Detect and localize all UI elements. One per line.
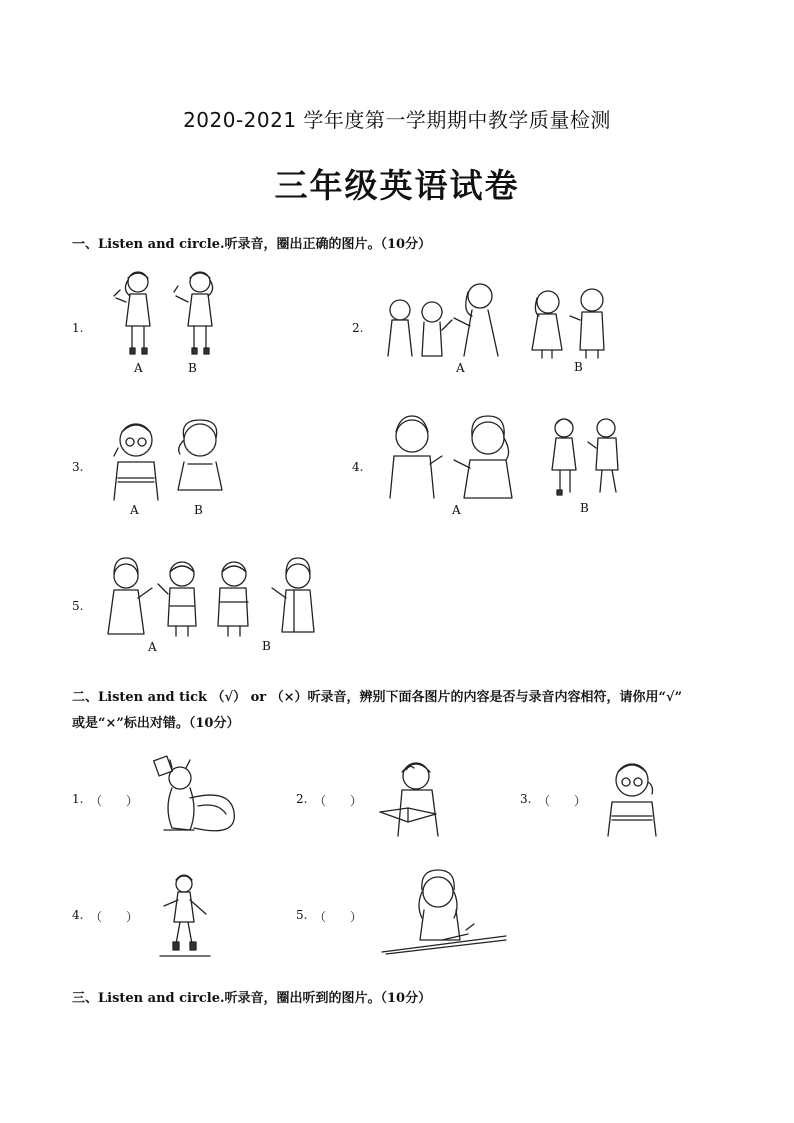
- s1-item-5-picture: [100, 558, 330, 640]
- girl-writing-a: [114, 272, 150, 354]
- option-b-girl-boy: [552, 419, 618, 495]
- s1-item-1-picture: [100, 268, 230, 363]
- girl-dancing: [160, 875, 210, 956]
- s2-item-2-answer-blank[interactable]: （ ）: [314, 794, 363, 808]
- girl-writing-b: [174, 272, 213, 354]
- s2-item-5-answer-blank[interactable]: （ ）: [314, 910, 363, 924]
- s1-item-5-label-a: A: [148, 640, 157, 654]
- boy-with-glasses: [608, 764, 656, 836]
- s1-item-4-label-a: A: [452, 503, 461, 517]
- option-a-group: [388, 284, 498, 356]
- s1-item-1-number: 1.: [72, 321, 84, 335]
- exam-subtitle: 2020-2021 学年度第一学期期中教学质量检测: [183, 108, 611, 132]
- boy-glasses: [114, 424, 158, 500]
- s2-item-4-number: 4.: [72, 908, 84, 922]
- s1-item-5-label-b: B: [262, 639, 271, 653]
- s1-item-3-picture: [104, 418, 234, 503]
- s2-item-4-picture: [154, 872, 214, 962]
- s1-item-1-label-b: B: [188, 361, 197, 375]
- section-2-heading-line-1: 二、Listen and tick （√） or （×）听录音，辨别下面各图片的内容是否与录音内容相符，请你用“√”: [72, 690, 683, 705]
- s2-item-4-answer-blank[interactable]: （ ）: [90, 910, 139, 924]
- s1-item-5-number: 5.: [72, 599, 84, 613]
- s1-item-2-label-b: B: [574, 360, 583, 374]
- s2-item-5-number: 5.: [296, 908, 308, 922]
- s2-item-5-picture: [382, 870, 510, 960]
- girl-drawing-at-desk: [382, 870, 506, 954]
- s2-item-3-number: 3.: [520, 792, 532, 806]
- section-2-heading-line-2: 或是“×”标出对错。（10分）: [72, 716, 240, 731]
- option-a-boy-girl: [390, 416, 512, 498]
- s2-item-2-number: 2.: [296, 792, 308, 806]
- s2-item-3-picture: [600, 758, 670, 838]
- s2-item-1-picture: [150, 758, 240, 836]
- option-b-boy-girl: [218, 558, 314, 636]
- boy-reading-book: [380, 763, 438, 836]
- s1-item-4-number: 4.: [352, 460, 364, 474]
- girl-ponytail: [178, 420, 222, 490]
- s1-item-2-label-a: A: [456, 361, 465, 375]
- s1-item-3-label-b: B: [194, 503, 203, 517]
- option-b-group: [532, 289, 604, 358]
- s1-item-4-picture: [384, 414, 634, 504]
- s2-item-1-answer-blank[interactable]: （ ）: [90, 794, 139, 808]
- s1-item-1-label-a: A: [134, 361, 143, 375]
- squirrel-with-book: [154, 756, 235, 831]
- s1-item-4-label-b: B: [580, 501, 589, 515]
- s1-item-2-picture: [380, 276, 630, 361]
- s2-item-3-answer-blank[interactable]: （ ）: [538, 794, 587, 808]
- exam-title: 三年级英语试卷: [274, 166, 520, 205]
- s2-item-2-picture: [376, 760, 456, 838]
- s1-item-2-number: 2.: [352, 321, 364, 335]
- s1-item-3-number: 3.: [72, 460, 84, 474]
- section-1-heading: 一、Listen and circle.听录音，圈出正确的图片。（10分）: [72, 237, 432, 252]
- option-a-girl-boy: [108, 558, 196, 636]
- s1-item-3-label-a: A: [130, 503, 139, 517]
- s2-item-1-number: 1.: [72, 792, 84, 806]
- section-3-heading: 三、Listen and circle.听录音，圈出听到的图片。（10分）: [72, 991, 432, 1006]
